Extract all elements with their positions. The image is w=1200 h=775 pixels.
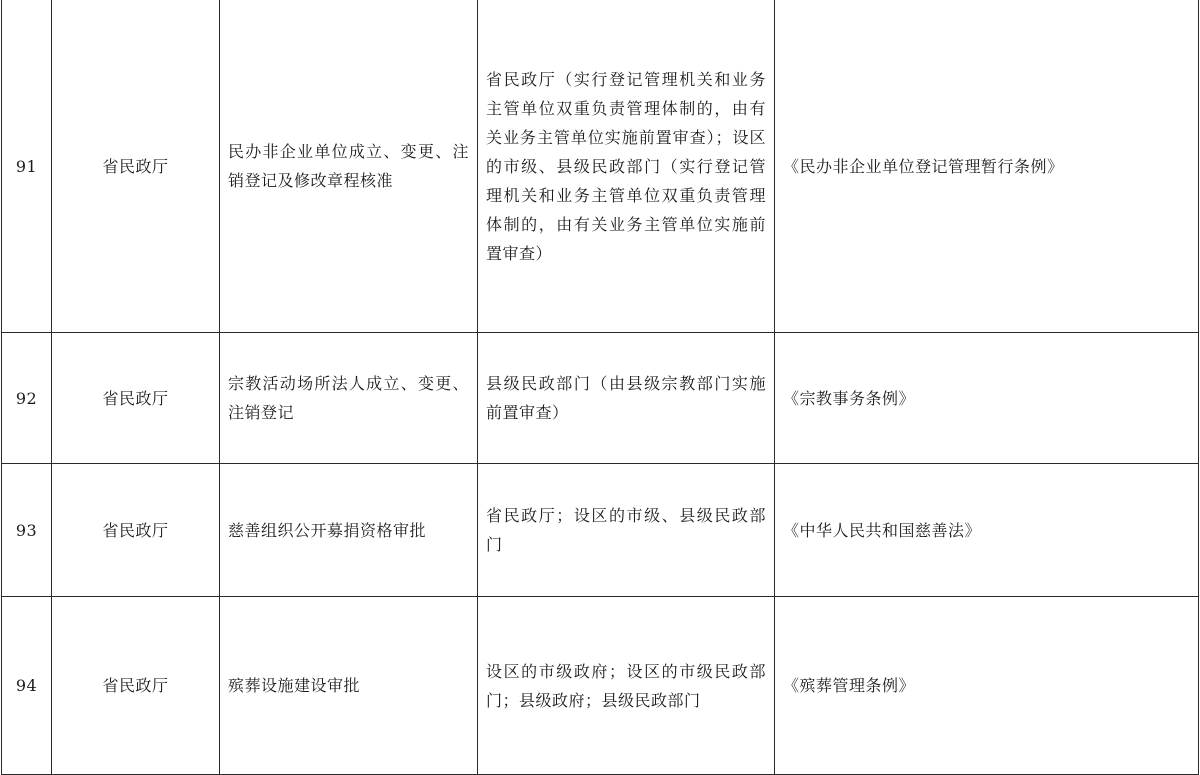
table-row bbox=[2, 333, 1199, 464]
row-number: 94 bbox=[2, 597, 52, 775]
implementing-agency-cell: 省民政厅；设区的市级、县级民政部门 bbox=[478, 464, 775, 597]
department-cell: 省民政厅 bbox=[52, 333, 220, 464]
legal-basis-cell: 《宗教事务条例》 bbox=[775, 333, 1199, 464]
approval-item-cell: 慈善组织公开募捐资格审批 bbox=[220, 464, 478, 597]
legal-basis-cell: 《殡葬管理条例》 bbox=[775, 597, 1199, 775]
department-cell: 省民政厅 bbox=[52, 597, 220, 775]
approval-item-cell: 殡葬设施建设审批 bbox=[220, 597, 478, 775]
implementing-agency-cell: 设区的市级政府；设区的市级民政部门；县级政府；县级民政部门 bbox=[478, 597, 775, 775]
approval-item-cell: 民办非企业单位成立、变更、注销登记及修改章程核准 bbox=[220, 0, 478, 333]
legal-basis-cell: 《中华人民共和国慈善法》 bbox=[775, 464, 1199, 597]
approval-item-cell: 宗教活动场所法人成立、变更、注销登记 bbox=[220, 333, 478, 464]
legal-basis-cell: 《民办非企业单位登记管理暂行条例》 bbox=[775, 0, 1199, 333]
row-number: 91 bbox=[2, 0, 52, 333]
table-row bbox=[2, 0, 1199, 333]
table-row bbox=[2, 597, 1199, 775]
approval-items-table bbox=[1, 0, 1199, 775]
department-cell: 省民政厅 bbox=[52, 0, 220, 333]
implementing-agency-cell: 县级民政部门（由县级宗教部门实施前置审查） bbox=[478, 333, 775, 464]
table-row bbox=[2, 464, 1199, 597]
department-cell: 省民政厅 bbox=[52, 464, 220, 597]
row-number: 93 bbox=[2, 464, 52, 597]
row-number: 92 bbox=[2, 333, 52, 464]
implementing-agency-cell: 省民政厅（实行登记管理机关和业务主管单位双重负责管理体制的，由有关业务主管单位实施前置审查）；设区的市级、县级民政部门（实行登记管理机关和业务主管单位双重负责管理体制的，由有关业务主管单位实施前置审查） bbox=[478, 0, 775, 333]
